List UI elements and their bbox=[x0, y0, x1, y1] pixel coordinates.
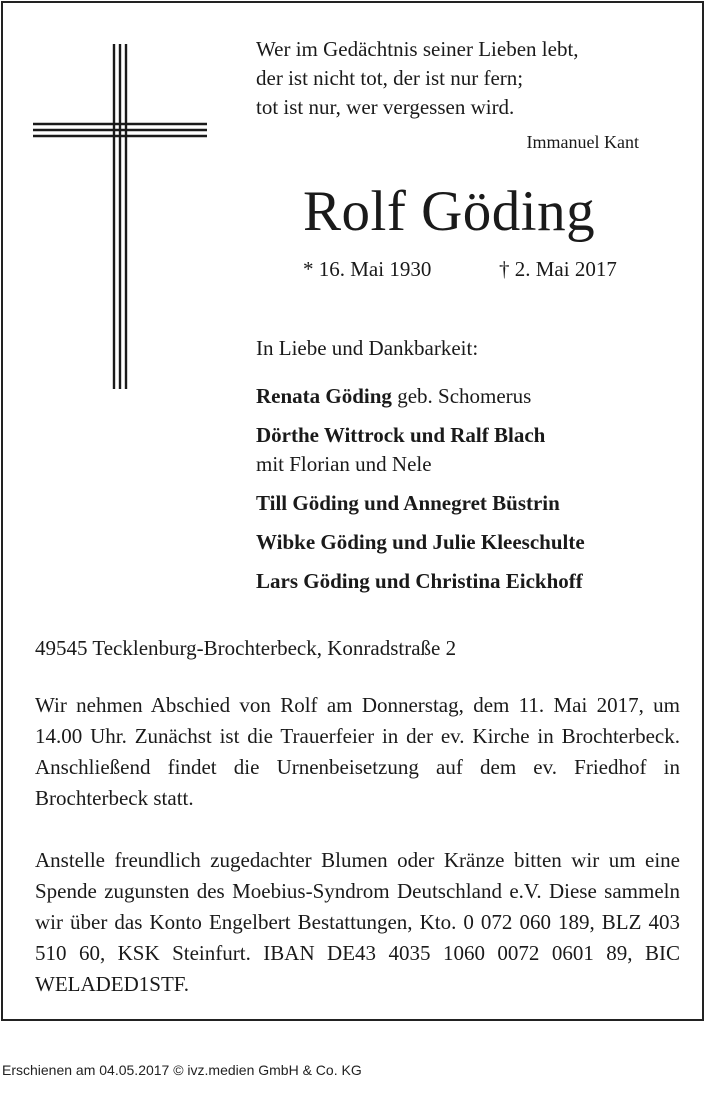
mourner-entry bbox=[256, 489, 585, 518]
obituary-frame bbox=[1, 1, 704, 1021]
deceased-name: Rolf Göding bbox=[303, 180, 596, 243]
mourner-note: geb. Schomerus bbox=[391, 384, 532, 408]
mourners-intro: In Liebe und Dankbarkeit: bbox=[256, 336, 479, 360]
mourners-list bbox=[256, 382, 585, 596]
mourner-entry bbox=[256, 567, 585, 596]
mourner-name: Wibke Göding und Julie Kleeschulte bbox=[256, 530, 585, 554]
quote-line: der ist nicht tot, der ist nur fern; bbox=[256, 66, 524, 90]
mourner-name: Dörthe Wittrock und Ralf Blach bbox=[256, 423, 546, 447]
publication-footer: Erschienen am 04.05.2017 © ivz.medien GmbH & Co. KG bbox=[2, 1062, 362, 1078]
mourner-entry bbox=[256, 382, 585, 411]
mourner-sub: mit Florian und Nele bbox=[256, 452, 432, 476]
cross-icon bbox=[33, 44, 207, 389]
mourner-name: Renata Göding bbox=[256, 384, 392, 408]
funeral-paragraph: Wir nehmen Abschied von Rolf am Donnerstag, dem 11. Mai 2017, um 14.00 Uhr. Zunächst ist die Trauerfeier in der ev. Kirche in Brochterbeck. Anschließend findet die Urnenbeisetzung auf dem ev. Friedhof in Brochterbeck statt. bbox=[35, 693, 680, 810]
mourner-name: Lars Göding und Christina Eickhoff bbox=[256, 569, 583, 593]
mourner-entry bbox=[256, 528, 585, 557]
mourner-name: Till Göding und Annegret Büstrin bbox=[256, 491, 560, 515]
quote bbox=[256, 35, 646, 122]
quote-author: Immanuel Kant bbox=[526, 132, 639, 152]
donation-paragraph: Anstelle freundlich zugedachter Blumen oder Kränze bitten wir um eine Spende zugunsten des Moebius-Syndrom Deutschland e.V. Diese sammeln wir über das Konto Engelbert Bestattungen, Kto. 0 072 060 189, BLZ 403 510 60, KSK Steinfurt. IBAN DE43 4035 1060 0072 0601 89, BIC WELADED1STF. bbox=[35, 848, 680, 996]
birth-date: * 16. Mai 1930 bbox=[303, 257, 432, 281]
quote-line: Wer im Gedächtnis seiner Lieben lebt, bbox=[256, 37, 579, 61]
mourner-entry bbox=[256, 421, 585, 479]
death-date: † 2. Mai 2017 bbox=[499, 257, 617, 281]
quote-line: tot ist nur, wer vergessen wird. bbox=[256, 95, 515, 119]
address: 49545 Tecklenburg-Brochterbeck, Konradstraße 2 bbox=[35, 636, 457, 660]
